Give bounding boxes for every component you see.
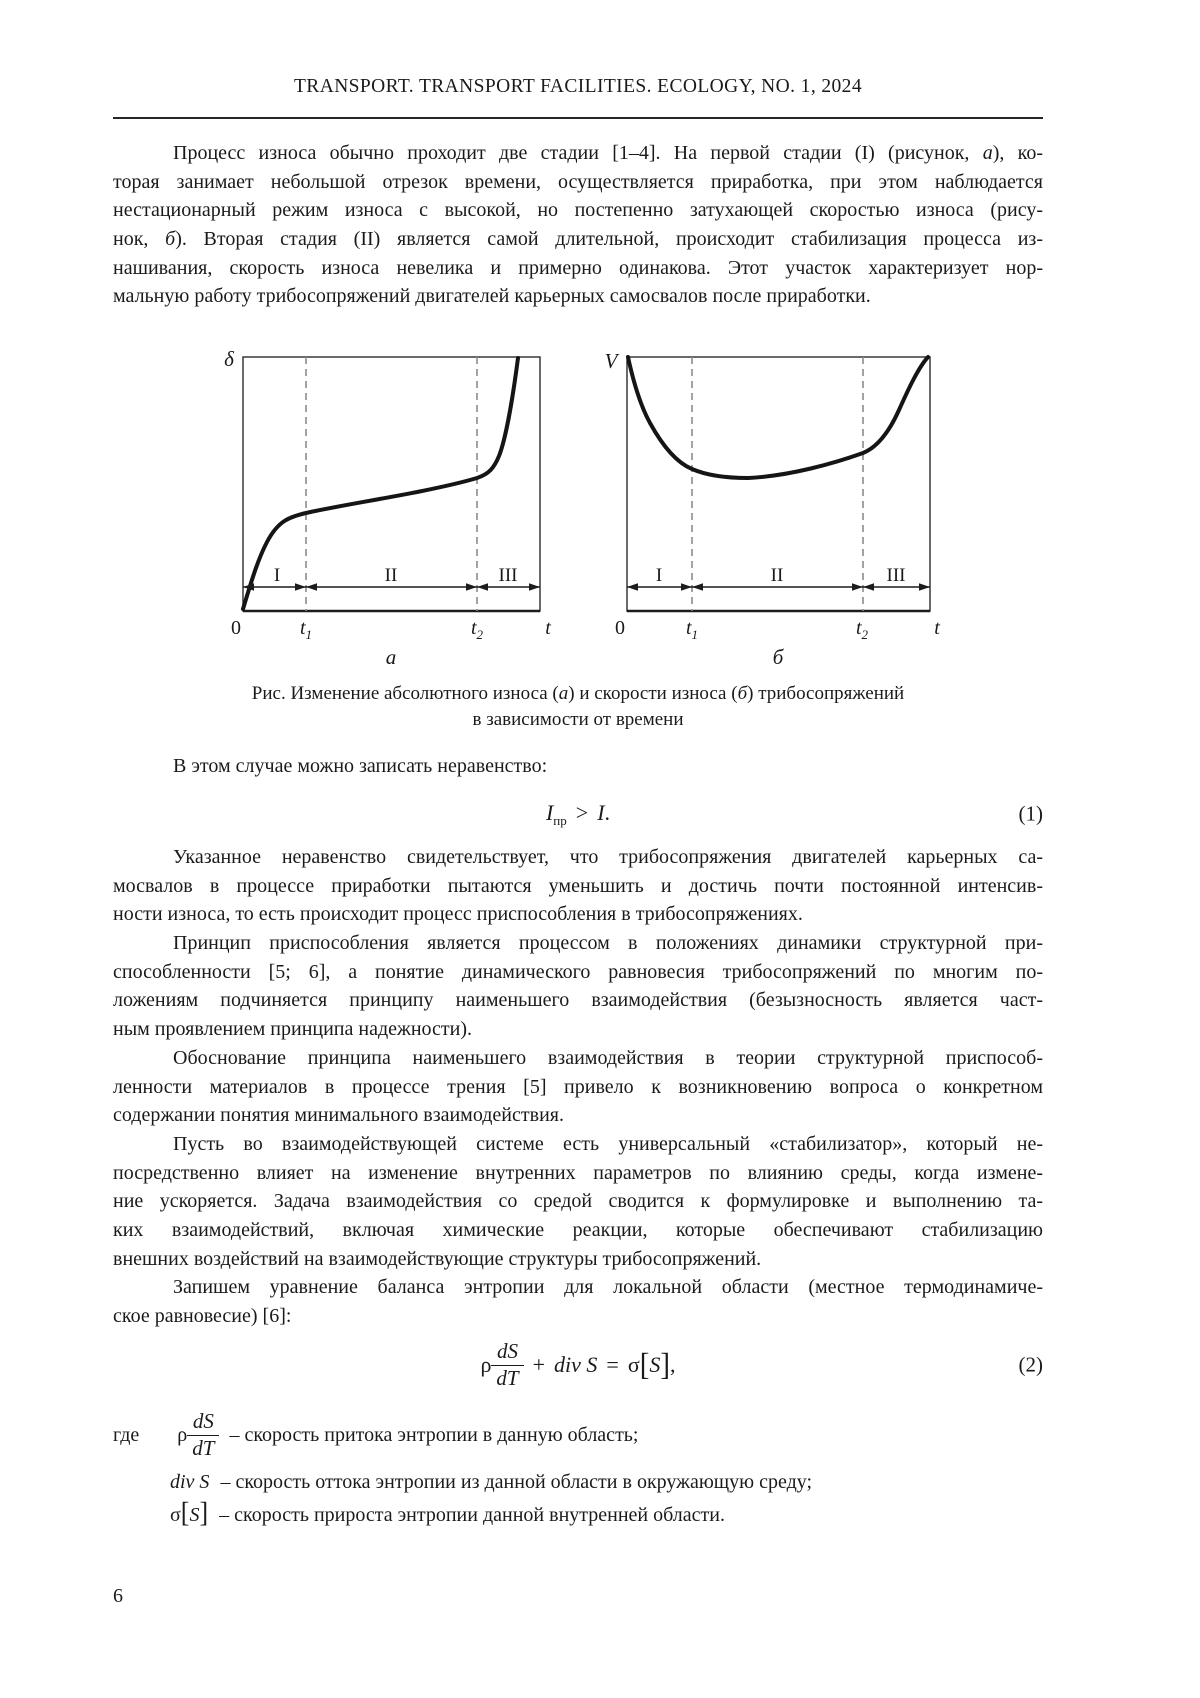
graph-b-t2-label: $t_2$ xyxy=(855,617,869,642)
figure-caption xyxy=(113,681,1043,733)
equation-2-fraction: $\frac{dS}{dT}$ xyxy=(491,1340,523,1389)
text-line: ности износа, то есть происходит процесс приспособления в трибосопряжениях. xyxy=(113,903,803,926)
text-line: В этом случае можно записать неравенство: xyxy=(173,755,548,777)
graph-b-t1-label: $t_1$ xyxy=(685,617,699,642)
text-line: содержании понятия минимального взаимодействия. xyxy=(113,1104,564,1127)
equation-2-equals: = xyxy=(606,1352,619,1377)
def-1-rho: ρ xyxy=(177,1423,188,1446)
equation-2: ρ $\frac{dS}{dT}$ + div S = σ [ S ] , (2) xyxy=(480,1339,1043,1390)
equation-2-div-term: div S xyxy=(554,1352,598,1377)
text-line: ленности материалов в процессе трения [5] привело к возникновению вопроса о конкретном xyxy=(113,1075,1043,1098)
intro-paragraph xyxy=(113,139,1043,311)
inequality-lead-in xyxy=(113,752,1043,781)
text-line: торая занимает небольшой отрезок времени, осуществляется приработка, при этом наблюдается xyxy=(113,170,1043,193)
equation-1-number: (1) xyxy=(1018,801,1043,826)
def-1-fraction: $\frac{dS}{dT}$ xyxy=(187,1410,219,1459)
text-line: Обоснование принципа наименьшего взаимодействия в теории структурной приспособ- xyxy=(173,1046,1043,1069)
graph-b xyxy=(605,349,941,669)
graph-b-y-axis-label: V xyxy=(604,349,618,373)
definition-sigma-s: σ[S] – скорость прироста энтропии данной внутренней области. xyxy=(170,1496,725,1529)
graph-b-origin-label: 0 xyxy=(615,617,625,639)
equation-1-body: $I_{пр} > I$. xyxy=(545,799,611,828)
figure-caption-line-2: в зависимости от времени xyxy=(472,709,684,730)
definition-rho-ds-dt xyxy=(113,1404,1043,1466)
text-line: Запишем уравнение баланса энтропии для локальной области (местное термодинамиче- xyxy=(173,1276,1043,1299)
graph-a-region-1-label: I xyxy=(273,565,281,586)
text-line: Пусть во взаимодействующей системе есть универсальный «стабилизатор», который не- xyxy=(173,1132,1043,1155)
def-2-term: div S xyxy=(170,1471,210,1493)
where-label: где xyxy=(113,1423,140,1446)
equation-2-number: (2) xyxy=(1018,1352,1043,1377)
graph-a xyxy=(224,347,551,669)
def-1-text: – скорость притока энтропии в данную область; xyxy=(229,1423,639,1446)
page-number: 6 xyxy=(113,1585,123,1607)
text-line: мальную работу трибосопряжений двигателей карьерных самосвалов после приработки. xyxy=(113,285,871,308)
graph-a-region-3-label: III xyxy=(498,565,518,586)
graph-b-region-1-label: I xyxy=(655,565,663,586)
wear-figure xyxy=(0,335,1200,670)
body-paragraphs xyxy=(113,843,1043,1331)
text-line: Процесс износа обычно проходит две стадии [1–4]. На первой стадии (I) (рисунок, а), ко- xyxy=(173,142,1043,164)
graph-b-wear-rate-curve xyxy=(628,357,928,478)
graph-b-region-3-label: III xyxy=(886,565,906,586)
text-line: Принцип приспособления является процессом в положениях динамики структурной при- xyxy=(173,932,1043,955)
text-line: нестационарный режим износа с высокой, но постепенно затухающей скоростью износа (рису- xyxy=(113,199,1043,222)
text-line: нок, б). Вторая стадия (II) является самой длительной, происходит стабилизация процесса из- xyxy=(113,228,1043,251)
text-line: ких взаимодействий, включая химические реакции, которые обеспечивают стабилизацию xyxy=(113,1218,1043,1241)
equation-2-sigma: σ xyxy=(627,1352,640,1377)
text-line: Указанное неравенство свидетельствует, что трибосопряжения двигателей карьерных са- xyxy=(173,846,1043,868)
graph-b-sublabel: б xyxy=(772,645,784,669)
equation-2-rho: ρ xyxy=(480,1352,492,1377)
graph-b-region-2-label: II xyxy=(770,565,784,586)
text-line: мосвалов в процессе приработки пытаются уменьшить и достичь почти постоянной интенсив- xyxy=(113,874,1043,897)
text-line: ское равновесие) [6]: xyxy=(113,1305,292,1327)
def-2-text: – скорость оттока энтропии из данной области в окружающую среду; xyxy=(220,1471,813,1493)
definition-div-s xyxy=(113,1467,1043,1497)
text-line: ние ускоряется. Задача взаимодействия со средой сводится к формулировке и выполнению та- xyxy=(113,1190,1043,1213)
figure-caption-line-1: Рис. Изменение абсолютного износа (а) и скорости износа (б) трибосопряжений xyxy=(251,683,905,704)
text-line: нашивания, скорость износа невелика и примерно одинакова. Этот участок характеризует нор- xyxy=(113,256,1043,279)
equation-2-plus: + xyxy=(532,1352,546,1377)
graph-a-sublabel: а xyxy=(385,645,397,669)
graph-a-t-end-label: t xyxy=(545,617,551,639)
graph-a-origin-label: 0 xyxy=(231,617,241,639)
equation-1 xyxy=(113,794,1043,834)
journal-header: TRANSPORT. TRANSPORT FACILITIES. ECOLOGY, NO. 1, 2024 xyxy=(294,76,862,97)
text-line: ложениям подчиняется принципу наименьшего взаимодействия (безызносность является част- xyxy=(113,989,1043,1012)
graph-a-region-2-label: II xyxy=(384,565,398,586)
text-line: посредственно влияет на изменение внутренних параметров по влиянию среды, когда измене- xyxy=(113,1161,1043,1184)
text-line: ным проявлением принципа надежности). xyxy=(113,1018,473,1041)
text-line: способленности [5; 6], а понятие динамического равновесия трибосопряжений по многим по- xyxy=(113,960,1043,983)
graph-b-t-end-label: t xyxy=(934,617,940,639)
def-3-text: – скорость прироста энтропии данной внутренней области. xyxy=(219,1504,725,1526)
graph-a-t1-label: $t_1$ xyxy=(299,617,313,642)
header-rule xyxy=(113,117,1043,119)
graph-a-t2-label: $t_2$ xyxy=(470,617,484,642)
text-line: внешних воздействий на взаимодействующие структуры трибосопряжений. xyxy=(113,1247,762,1270)
graph-a-y-axis-label: δ xyxy=(224,347,234,371)
def-3-sigma: σ xyxy=(170,1504,181,1526)
